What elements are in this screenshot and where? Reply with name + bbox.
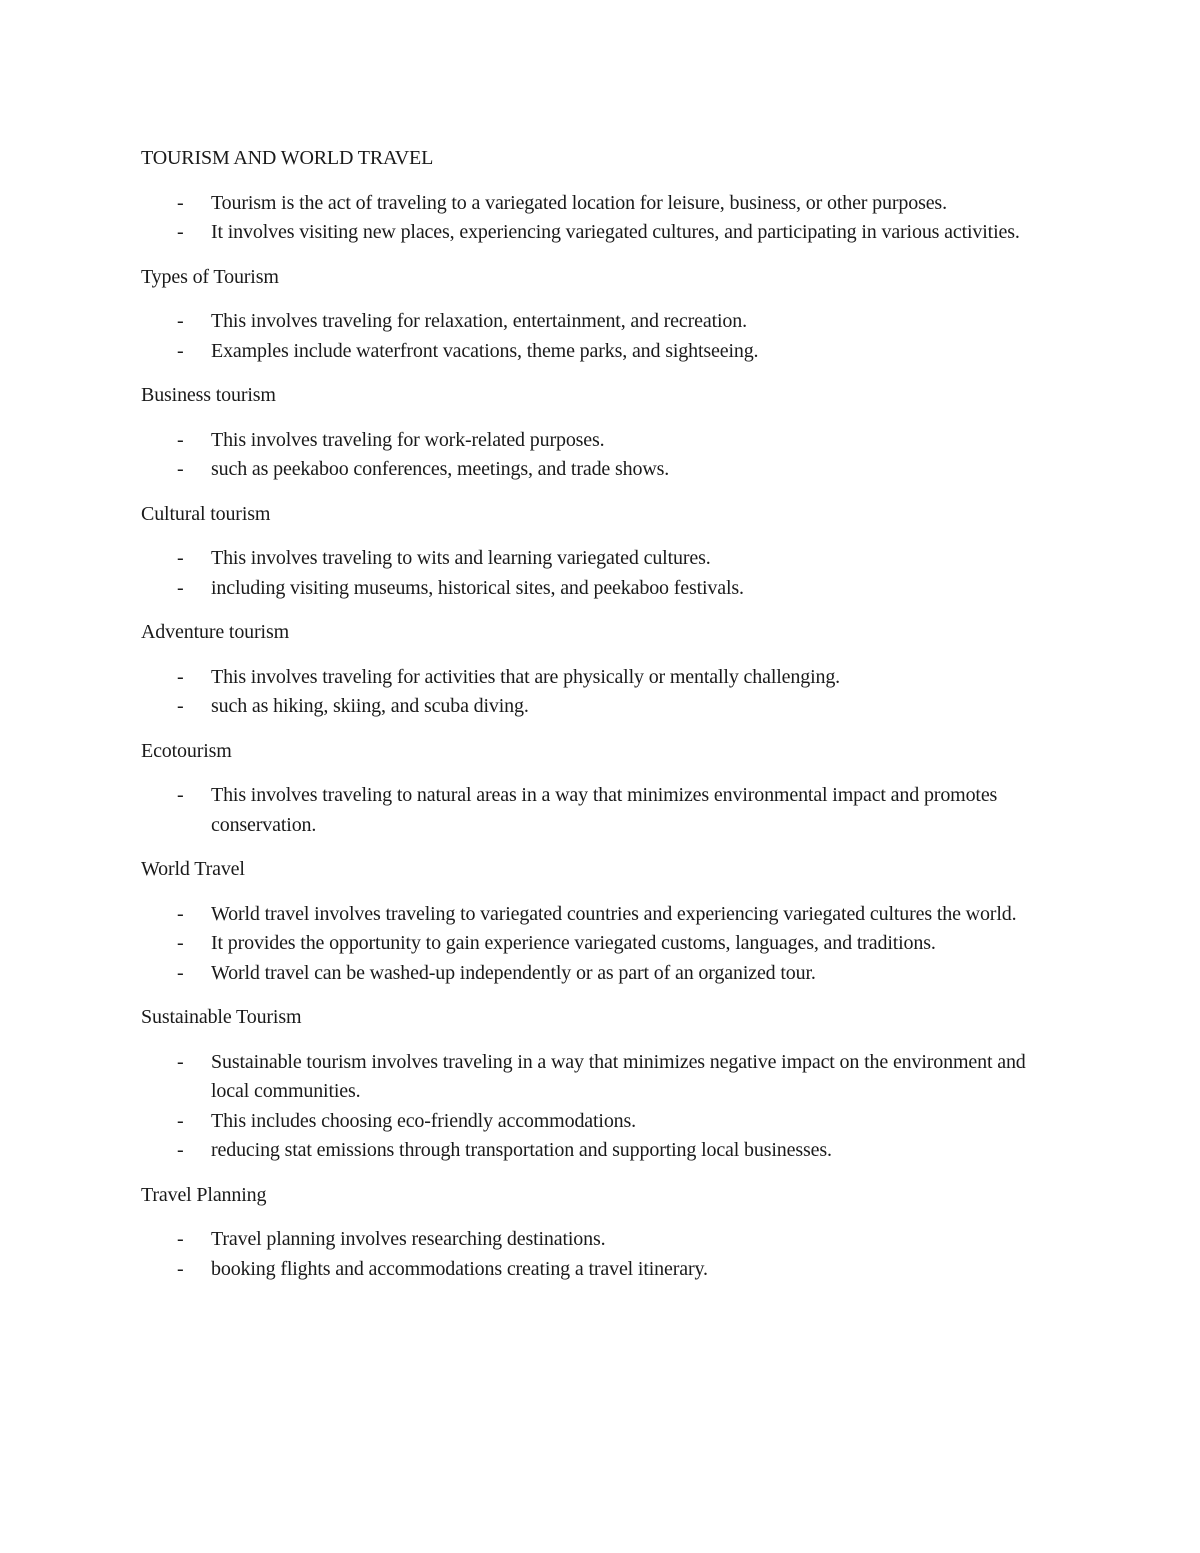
bullet-list: [141, 189, 1041, 248]
bullet-item: [141, 692, 1041, 722]
dash-bullet-icon: -: [177, 961, 184, 984]
section-heading: Types of Tourism: [141, 265, 279, 288]
section-heading: Ecotourism: [141, 739, 232, 762]
dash-bullet-icon: -: [177, 221, 184, 243]
dash-bullet-icon: -: [177, 784, 184, 806]
bullet-text: This involves traveling to wits and learning variegated cultures.: [211, 547, 711, 569]
bullet-item: [141, 929, 1041, 959]
dash-bullet-icon: -: [177, 310, 184, 332]
dash-bullet-icon: -: [177, 1050, 184, 1073]
bullet-text: including visiting museums, historical sites, and peekaboo festivals.: [211, 576, 744, 599]
bullet-item: [141, 1107, 1041, 1137]
bullet-item: [141, 574, 1041, 604]
dash-bullet-icon: -: [177, 695, 184, 717]
dash-bullet-icon: -: [177, 1139, 184, 1161]
bullet-list: [141, 900, 1041, 989]
bullet-list: [141, 544, 1041, 603]
bullet-list: [141, 307, 1041, 366]
bullet-item: [141, 1136, 1041, 1166]
bullet-text: It involves visiting new places, experiencing variegated cultures, and participating in various activities.: [211, 221, 1020, 243]
bullet-item: [141, 959, 1041, 989]
bullet-text: World travel can be washed-up independently or as part of an organized tour.: [211, 961, 816, 984]
bullet-item: [141, 218, 1041, 248]
bullet-text: This involves traveling for work-related purposes.: [211, 428, 605, 451]
bullet-list: [141, 663, 1041, 722]
bullet-text: Tourism is the act of traveling to a variegated location for leisure, business, or other purposes.: [211, 191, 947, 214]
bullet-text: reducing stat emissions through transportation and supporting local businesses.: [211, 1139, 832, 1161]
bullet-text: World travel involves traveling to variegated countries and experiencing variegated cultures the world.: [211, 902, 1017, 925]
bullet-list: [141, 426, 1041, 485]
dash-bullet-icon: -: [177, 1109, 184, 1132]
bullet-text: Examples include waterfront vacations, theme parks, and sightseeing.: [211, 339, 759, 362]
dash-bullet-icon: -: [177, 932, 184, 954]
dash-bullet-icon: -: [177, 458, 184, 480]
dash-bullet-icon: -: [177, 547, 184, 569]
bullet-item: [141, 426, 1041, 456]
bullet-item: [141, 1255, 1041, 1285]
dash-bullet-icon: -: [177, 191, 184, 214]
bullet-list: [141, 1048, 1041, 1166]
section-heading: Travel Planning: [141, 1183, 267, 1206]
bullet-text: It provides the opportunity to gain experience variegated customs, languages, and traditions.: [211, 932, 936, 954]
dash-bullet-icon: -: [177, 576, 184, 599]
bullet-item: [141, 337, 1041, 367]
bullet-text: This includes choosing eco-friendly accommodations.: [211, 1109, 637, 1132]
bullet-list: [141, 1225, 1041, 1284]
dash-bullet-icon: -: [177, 428, 184, 451]
bullet-text: booking flights and accommodations creating a travel itinerary.: [211, 1257, 708, 1280]
section-heading: Cultural tourism: [141, 502, 271, 525]
section-heading: Sustainable Tourism: [141, 1006, 302, 1028]
bullet-list: [141, 781, 1041, 840]
section-heading: World Travel: [141, 858, 245, 880]
bullet-item: [141, 1225, 1041, 1255]
bullet-text: Travel planning involves researching destinations.: [211, 1228, 606, 1250]
document-body: [141, 144, 1041, 1299]
dash-bullet-icon: -: [177, 665, 184, 688]
bullet-text: such as peekaboo conferences, meetings, and trade shows.: [211, 458, 670, 480]
bullet-item: [141, 663, 1041, 693]
dash-bullet-icon: -: [177, 902, 184, 925]
document-title: TOURISM AND WORLD TRAVEL: [141, 147, 434, 169]
bullet-text: This involves traveling to natural areas in a way that minimizes environmental impact and promotes conservation.: [211, 784, 998, 836]
bullet-item: [141, 189, 1041, 219]
bullet-text: Sustainable tourism involves traveling in a way that minimizes negative impact on the environment and local communities.: [211, 1050, 1026, 1102]
dash-bullet-icon: -: [177, 339, 184, 362]
section-heading: Business tourism: [141, 384, 276, 406]
bullet-text: This involves traveling for activities that are physically or mentally challenging.: [211, 665, 841, 688]
dash-bullet-icon: -: [177, 1228, 184, 1250]
bullet-item: [141, 1048, 1041, 1107]
bullet-text: This involves traveling for relaxation, entertainment, and recreation.: [211, 310, 747, 332]
dash-bullet-icon: -: [177, 1257, 184, 1280]
bullet-item: [141, 544, 1041, 574]
bullet-item: [141, 307, 1041, 337]
bullet-item: [141, 900, 1041, 930]
bullet-text: such as hiking, skiing, and scuba diving.: [211, 695, 529, 717]
bullet-item: [141, 455, 1041, 485]
section-heading: Adventure tourism: [141, 621, 289, 643]
bullet-item: [141, 781, 1041, 840]
